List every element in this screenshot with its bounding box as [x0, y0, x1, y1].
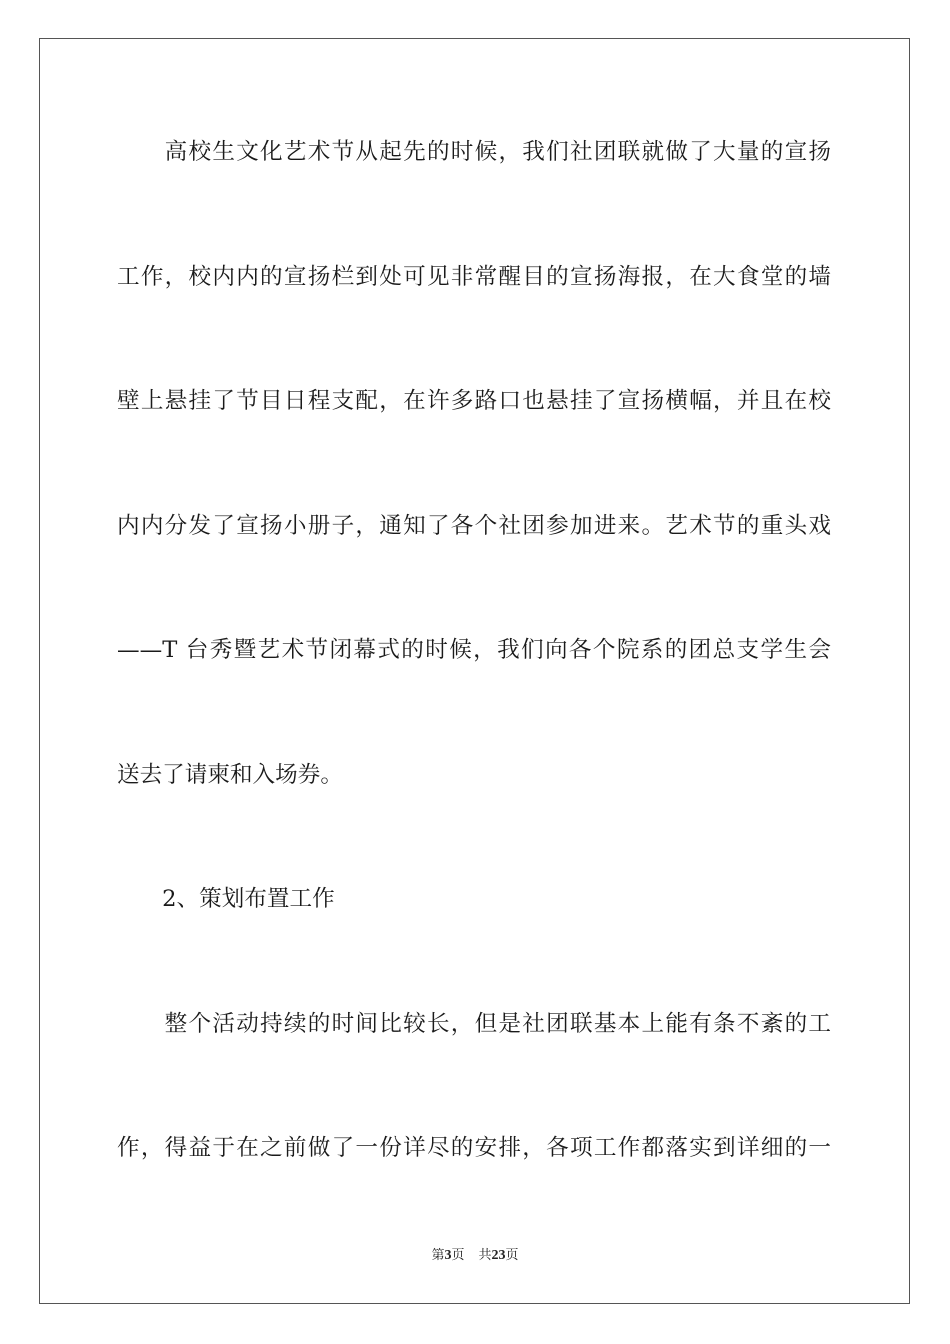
total-suffix: 页 [505, 1248, 519, 1263]
page-number: 3 [444, 1248, 452, 1263]
paragraph-1-line-2: 工作，校内内的宣扬栏到处可见非常醒目的宣扬海报，在大食堂的墙 [117, 264, 831, 290]
page-prefix: 第 [431, 1248, 445, 1263]
paragraph-2-line-1: 整个活动持续的时间比较长，但是社团联基本上能有条不紊的工 [117, 1011, 831, 1037]
paragraph-1-line-4: 内内分发了宣扬小册子，通知了各个社团参加进来。艺术节的重头戏 [117, 513, 831, 539]
page-suffix: 页 [451, 1248, 465, 1263]
section-heading: 2、策划布置工作 [117, 886, 335, 912]
paragraph-1-line-5: ——T 台秀暨艺术节闭幕式的时候，我们向各个院系的团总支学生会 [117, 637, 831, 663]
paragraph-2-line-2: 作，得益于在之前做了一份详尽的安排，各项工作都落实到详细的一 [117, 1135, 831, 1161]
page-border [39, 38, 910, 1304]
total-prefix: 共 [478, 1248, 492, 1263]
paragraph-1-line-6: 送去了请柬和入场券。 [117, 762, 343, 788]
paragraph-1-line-3: 壁上悬挂了节目日程支配，在许多路口也悬挂了宣扬横幅，并且在校 [117, 388, 831, 414]
page-footer [0, 1247, 950, 1265]
total-pages: 23 [491, 1248, 506, 1263]
paragraph-1-line-1: 高校生文化艺术节从起先的时候，我们社团联就做了大量的宣扬 [117, 139, 831, 165]
